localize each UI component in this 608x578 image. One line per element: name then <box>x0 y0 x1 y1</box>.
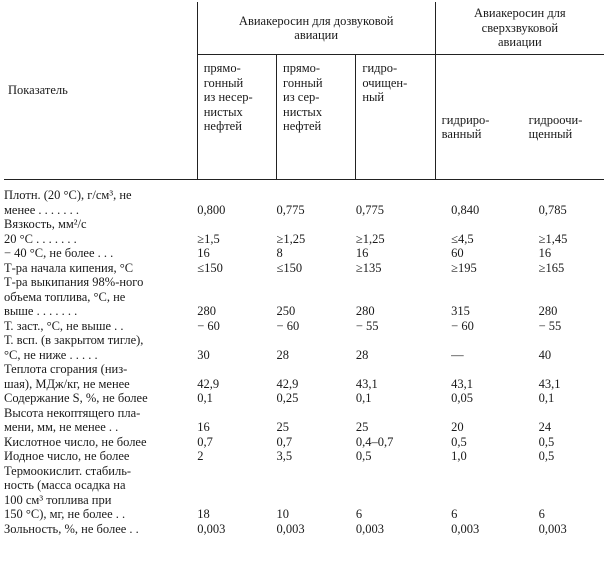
cell-value <box>435 217 522 232</box>
cell-value: 250 <box>276 304 296 318</box>
cell-value <box>277 217 356 232</box>
row-label: 20 °С . . . . . . . <box>4 231 77 246</box>
cell-value: 16 <box>538 246 552 260</box>
cell-value: 40 <box>538 347 552 362</box>
cell-value: 16 <box>197 420 210 434</box>
cell-value: − 60 <box>197 318 220 333</box>
cell-value: 43,1 <box>538 376 561 391</box>
kerosene-spec-table <box>4 2 604 536</box>
cell-value: 2 <box>197 449 204 463</box>
row-label: Вязкость, мм²/с <box>4 217 87 231</box>
cell-value: 0,4–0,7 <box>355 434 394 449</box>
cell-value: 280 <box>538 304 558 318</box>
cell-value: 16 <box>197 246 210 260</box>
cell-value: 0,25 <box>276 391 299 405</box>
column-header: гидроочи- щенный <box>523 55 604 180</box>
cell-value <box>356 217 435 232</box>
cell-value: ≤150 <box>197 260 223 275</box>
table-row <box>4 319 604 334</box>
supersonic-group-header: Авиакеросин для сверхзвуковой авиации <box>435 2 604 55</box>
cell-value: 0,003 <box>538 521 567 536</box>
table-row <box>4 188 604 217</box>
cell-value: 0,003 <box>355 521 384 536</box>
row-label: Плотн. (20 °С), г/см³, не менее . . . . . . . <box>4 188 132 217</box>
cell-value: − 60 <box>276 318 300 333</box>
cell-value: 43,1 <box>451 376 474 391</box>
cell-value: 28 <box>276 347 290 362</box>
cell-value: − 55 <box>538 318 562 333</box>
cell-value: 0,775 <box>276 202 305 217</box>
cell-value: 0,5 <box>538 434 555 449</box>
cell-value: 6 <box>538 507 545 521</box>
subsonic-group-header: Авиакеросин для дозвуковой авиации <box>197 2 435 55</box>
column-header: гидро- очищен- ный <box>356 55 435 180</box>
row-label: Т. заст., °С, не выше . . <box>4 318 124 333</box>
cell-value: 42,9 <box>276 376 299 391</box>
row-label: Т. всп. (в закрытом тигле), °С, не ниже . . . . . <box>4 333 144 362</box>
cell-value: 0,5 <box>538 449 555 463</box>
cell-value: ≥135 <box>355 260 382 275</box>
cell-value: 0,003 <box>276 521 305 536</box>
row-label: Иодное число, не более <box>4 449 130 463</box>
cell-value: 25 <box>276 420 290 434</box>
row-label: Т-ра выкипания 98%-ного объема топлива, °С, не выше . . . . . . . <box>4 275 144 318</box>
cell-value: 20 <box>451 420 464 434</box>
indicator-header: Показатель <box>4 2 197 180</box>
cell-value: ≤150 <box>276 260 303 275</box>
cell-value: 0,003 <box>451 521 480 536</box>
table-row <box>4 464 604 522</box>
cell-value: 0,840 <box>451 202 480 217</box>
cell-value: 0,1 <box>538 391 555 405</box>
cell-value: 18 <box>197 507 210 521</box>
table-row <box>4 435 604 450</box>
table-row <box>4 362 604 391</box>
cell-value: − 60 <box>451 318 474 333</box>
row-label: Термоокислит. стабиль- ность (масса осадка на 100 см³ топлива при 150 °С), мг, не более . . <box>4 463 132 521</box>
row-label: − 40 °С, не более . . . <box>4 246 114 260</box>
row-label: Высота некоптящего пла- мени, мм, не менее . . <box>4 405 141 434</box>
cell-value: 28 <box>355 347 369 362</box>
cell-value: 42,9 <box>197 376 220 391</box>
table-row <box>4 333 604 362</box>
table-row <box>4 391 604 406</box>
table-row <box>4 246 604 261</box>
column-header: прямо- гонный из несер- нистых нефтей <box>197 55 276 180</box>
cell-value: ≥165 <box>538 260 565 275</box>
cell-value: 25 <box>355 420 369 434</box>
cell-value: 315 <box>451 304 470 318</box>
cell-value: ≥1,45 <box>538 231 568 246</box>
cell-value: 0,785 <box>538 202 567 217</box>
cell-value: 16 <box>355 246 369 260</box>
table-row <box>4 449 604 464</box>
table-row <box>4 232 604 247</box>
cell-value: 280 <box>197 304 216 318</box>
row-label: Содержание S, %, не более <box>4 391 148 405</box>
cell-value: 0,003 <box>197 521 226 536</box>
cell-value: 1,0 <box>451 449 467 463</box>
cell-value: 10 <box>276 507 290 521</box>
cell-value: 280 <box>355 304 375 318</box>
cell-value: 3,5 <box>276 449 293 463</box>
cell-value: 30 <box>197 347 210 362</box>
table-body <box>4 188 604 536</box>
table-row <box>4 275 604 319</box>
table-row <box>4 406 604 435</box>
cell-value: 0,775 <box>355 202 384 217</box>
table-row <box>4 261 604 276</box>
cell-value: 24 <box>538 420 552 434</box>
cell-value: 0,1 <box>197 391 213 405</box>
cell-value: 0,800 <box>197 202 226 217</box>
cell-value: 0,7 <box>197 434 213 449</box>
cell-value: − 55 <box>355 318 379 333</box>
cell-value: 0,5 <box>451 434 467 449</box>
cell-value <box>197 217 276 232</box>
row-label: Т-ра начала кипения, °С <box>4 260 134 275</box>
cell-value: ≥1,25 <box>276 231 306 246</box>
cell-value: — <box>451 347 464 362</box>
cell-value: ≥1,5 <box>197 231 220 246</box>
cell-value <box>523 217 604 232</box>
cell-value: 0,05 <box>451 391 474 405</box>
column-header: прямо- гонный из сер- нистых нефтей <box>277 55 356 180</box>
cell-value: 43,1 <box>355 376 378 391</box>
row-label: Теплота сгорания (низ- шая), МДж/кг, не менее <box>4 362 130 391</box>
cell-value: ≥1,25 <box>355 231 385 246</box>
row-label: Кислотное число, не более <box>4 434 147 449</box>
cell-value: ≤4,5 <box>451 231 474 246</box>
table-row <box>4 217 604 232</box>
cell-value: 6 <box>451 507 458 521</box>
cell-value: 0,5 <box>355 449 372 463</box>
cell-value: 0,7 <box>276 434 293 449</box>
row-label: Зольность, %, не более . . <box>4 521 139 536</box>
cell-value: ≥195 <box>451 260 477 275</box>
column-header: гидриро- ванный <box>435 55 522 180</box>
cell-value: 0,1 <box>355 391 372 405</box>
table-row <box>4 522 604 537</box>
cell-value: 8 <box>276 246 283 260</box>
cell-value: 6 <box>355 507 363 521</box>
cell-value: 60 <box>451 246 464 260</box>
